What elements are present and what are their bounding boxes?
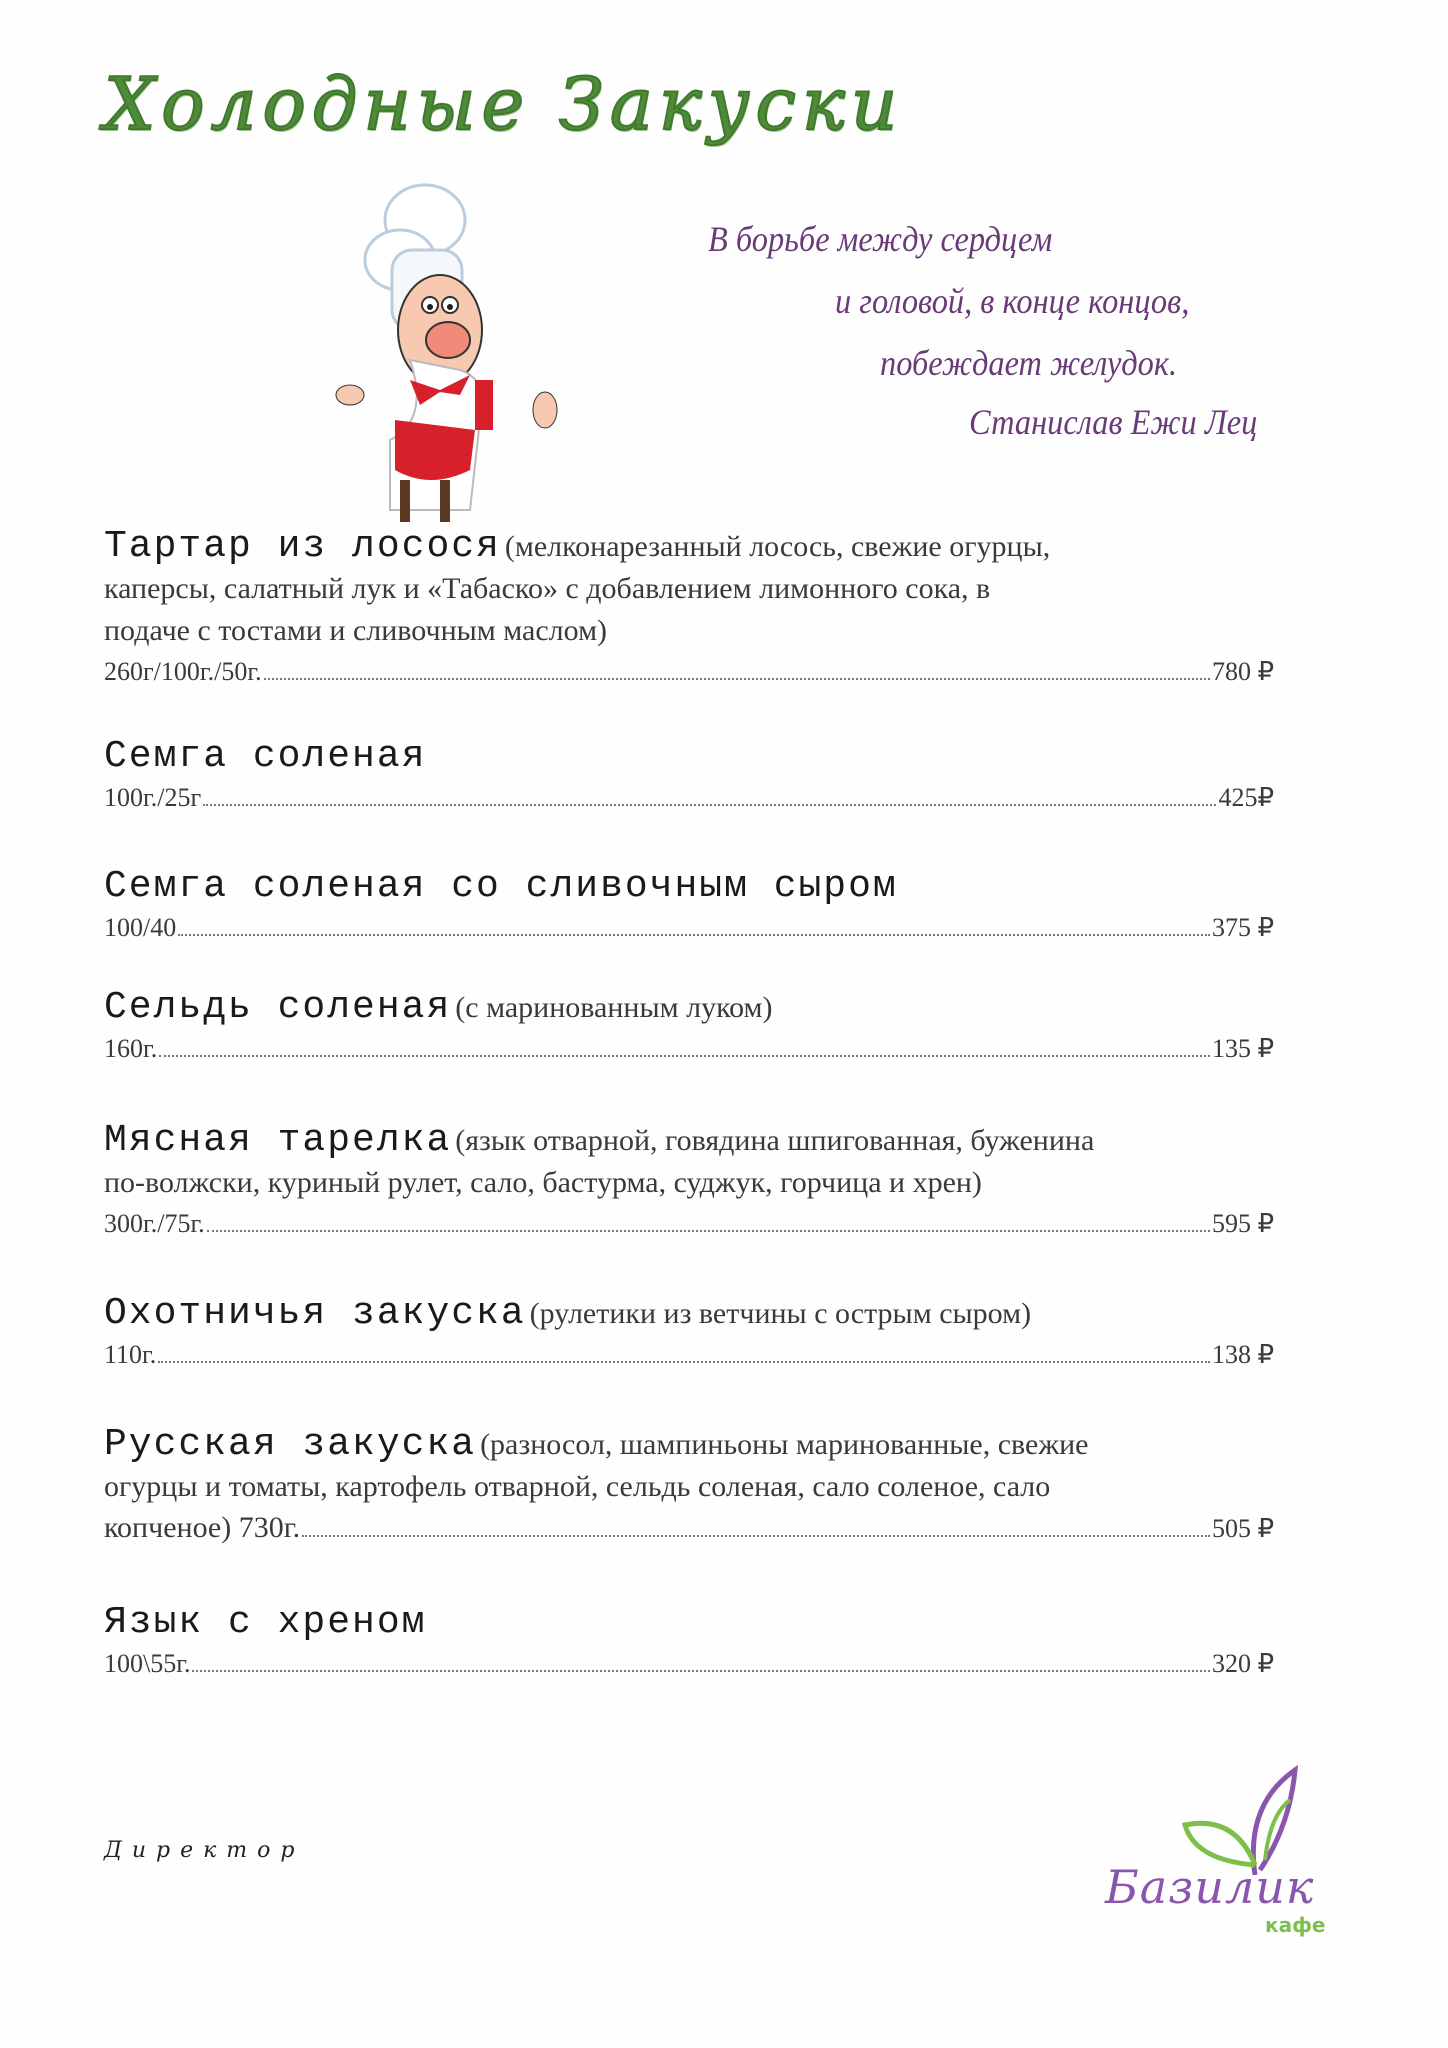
menu-item — [104, 1602, 1274, 1684]
item-description: (с маринованным луком) — [455, 991, 773, 1024]
item-price: 138 ₽ — [1211, 1340, 1274, 1369]
item-weight: 100г./25г — [104, 783, 202, 812]
quote-author: Станислав Ежи Лец — [969, 402, 1258, 442]
menu-item — [104, 1424, 1274, 1548]
item-price: 425₽ — [1218, 783, 1274, 812]
cafe-logo — [1105, 1765, 1335, 1945]
item-description: (рулетики из ветчины с острым сыром) — [529, 1297, 1032, 1330]
menu-item — [104, 987, 1274, 1069]
item-description: огурцы и томаты, картофель отварной, сельдь соленая, сало соленое, сало — [104, 1470, 1051, 1503]
item-weight: 100\55г. — [104, 1649, 191, 1678]
item-description: каперсы, салатный лук и «Табаско» с добавлением лимонного сока, в — [104, 572, 991, 605]
item-description: подаче с тостами и сливочным маслом) — [104, 614, 608, 647]
item-name: Язык с хреном — [104, 1601, 427, 1644]
item-price: 375 ₽ — [1211, 913, 1274, 942]
logo-subtitle: кафе — [1265, 1913, 1326, 1937]
item-weight: 100/40 — [104, 913, 177, 942]
item-name: Семга соленая — [104, 735, 427, 778]
menu-item — [104, 866, 1274, 948]
item-price: 135 ₽ — [1211, 1034, 1274, 1063]
dot-leader — [207, 1230, 1210, 1232]
item-name: Семга соленая со сливочным сыром — [104, 865, 898, 908]
dot-leader — [203, 804, 1216, 806]
quote-line: В борьбе между сердцем — [708, 219, 1053, 259]
item-description: (язык отварной, говядина шпигованная, буженина — [455, 1124, 1095, 1157]
director-signature-label: Директор — [104, 1838, 305, 1863]
item-weight: 110г. — [104, 1340, 157, 1369]
quote-line: и головой, в конце концов, — [835, 281, 1190, 321]
page-title: Холодные Закуски — [104, 62, 904, 146]
item-weight: 260г/100г./50г. — [104, 657, 262, 686]
item-weight: 160г. — [104, 1034, 158, 1063]
item-description: (мелконарезанный лосось, свежие огурцы, — [504, 530, 1051, 563]
item-price: 780 ₽ — [1211, 657, 1274, 686]
item-description: (разносол, шампиньоны маринованные, свежие — [480, 1428, 1089, 1461]
item-name: Сельдь соленая — [104, 986, 452, 1029]
dot-leader — [302, 1535, 1210, 1537]
menu-item — [104, 1120, 1274, 1244]
item-name: Охотничья закуска — [104, 1292, 526, 1335]
leaf-icon — [1105, 1765, 1335, 1875]
menu-item — [104, 1293, 1274, 1375]
item-name: Мясная тарелка — [104, 1119, 452, 1162]
logo-name: Базилик — [1105, 1860, 1315, 1914]
menu-item — [104, 736, 1274, 818]
dot-leader — [159, 1055, 1210, 1057]
quote-line: побеждает желудок. — [880, 343, 1178, 383]
item-weight: 300г./75г. — [104, 1209, 205, 1238]
dot-leader — [192, 1670, 1209, 1672]
item-name: Русская закуска — [104, 1423, 477, 1466]
item-price: 505 ₽ — [1211, 1514, 1274, 1543]
chef-illustration — [330, 180, 570, 525]
item-name: Тартар из лосося — [104, 525, 501, 568]
item-description: по-волжски, куриный рулет, сало, бастурма, суджук, горчица и хрен) — [104, 1166, 982, 1199]
item-price: 595 ₽ — [1211, 1209, 1274, 1238]
dot-leader — [158, 1361, 1210, 1363]
menu-item — [104, 526, 1274, 692]
dot-leader — [264, 678, 1210, 680]
dot-leader — [178, 934, 1210, 936]
item-weight: копченое) 730г. — [104, 1511, 301, 1544]
item-price: 320 ₽ — [1211, 1649, 1274, 1678]
